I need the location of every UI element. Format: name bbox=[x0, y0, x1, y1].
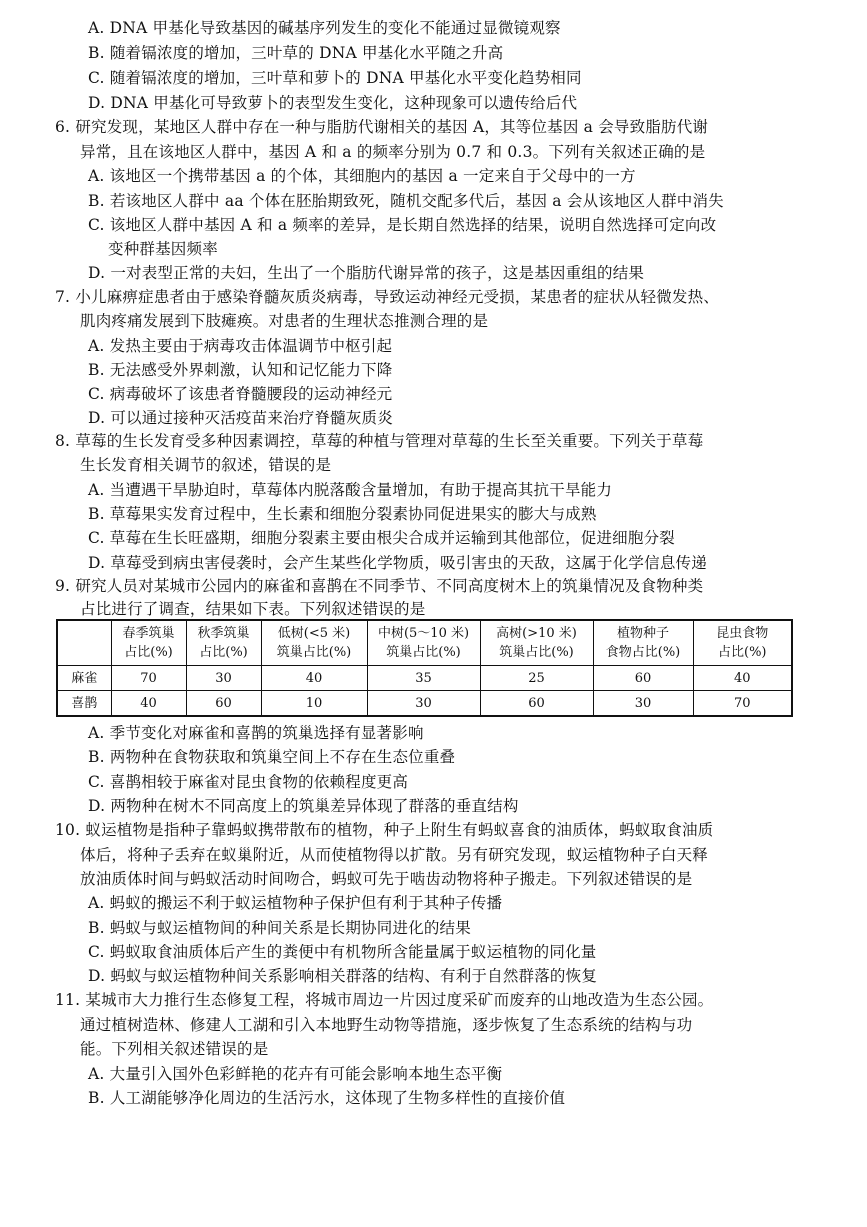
q11-stem-line-2: 通过植树造林、修建人工湖和引入本地野生动物等措施，逐步恢复了生态系统的结构与功 bbox=[80, 1016, 693, 1034]
q9-option-c: C. 喜鹊相较于麻雀对昆虫食物的依赖程度更高 bbox=[88, 773, 409, 791]
q7-option-b: B. 无法感受外界刺激，认知和记忆能力下降 bbox=[88, 361, 393, 379]
q8-stem-line-2: 生长发育相关调节的叙述，错误的是 bbox=[80, 456, 332, 474]
q9-stem-line-2: 占比进行了调查，结果如下表。下列叙述错误的是 bbox=[80, 600, 426, 618]
q10-option-d: D. 蚂蚁与蚁运植物种间关系影响相关群落的结构、有利于自然群落的恢复 bbox=[88, 967, 598, 985]
q9-option-a: A. 季节变化对麻雀和喜鹊的筑巢选择有显著影响 bbox=[88, 724, 424, 742]
q10-option-a: A. 蚂蚁的搬运不利于蚁运植物种子保护但有利于其种子传播 bbox=[88, 894, 503, 912]
table-cell: 40 bbox=[693, 666, 792, 691]
q6-option-b: B. 若该地区人群中 aa 个体在胚胎期致死，随机交配多代后，基因 a 会从该地区人群中消失 bbox=[88, 192, 724, 210]
table-header-insect-food: 昆虫食物 占比(%) bbox=[693, 620, 792, 666]
q8-option-d: D. 草莓受到病虫害侵袭时，会产生某些化学物质，吸引害虫的天敌，这属于化学信息传递 bbox=[88, 554, 707, 572]
table-header-corner bbox=[57, 620, 111, 666]
q8-option-a: A. 当遭遇干旱胁迫时，草莓体内脱落酸含量增加，有助于提高其抗干旱能力 bbox=[88, 481, 613, 499]
table-cell: 60 bbox=[480, 691, 593, 717]
q6-stem-line-1: 6. 研究发现，某地区人群中存在一种与脂肪代谢相关的基因 A，其等位基因 a 会导致脂肪代谢 bbox=[55, 118, 709, 136]
table-cell: 40 bbox=[261, 666, 367, 691]
q9-option-b: B. 两物种在食物获取和筑巢空间上不存在生态位重叠 bbox=[88, 748, 456, 766]
q5-option-c: C. 随着镉浓度的增加，三叶草和萝卜的 DNA 甲基化水平变化趋势相同 bbox=[88, 69, 582, 87]
q9-survey-table bbox=[56, 619, 793, 717]
table-header-low-tree: 低树(<5 米) 筑巢占比(%) bbox=[261, 620, 367, 666]
q11-option-b: B. 人工湖能够净化周边的生活污水，这体现了生物多样性的直接价值 bbox=[88, 1089, 566, 1107]
q8-option-b: B. 草莓果实发育过程中，生长素和细胞分裂素协同促进果实的膨大与成熟 bbox=[88, 505, 597, 523]
table-row-label: 麻雀 bbox=[57, 666, 111, 691]
table-row bbox=[57, 666, 792, 691]
table-cell: 70 bbox=[693, 691, 792, 717]
q7-stem-line-2: 肌肉疼痛发展到下肢瘫痪。对患者的生理状态推测合理的是 bbox=[80, 312, 489, 330]
table-cell: 70 bbox=[111, 666, 186, 691]
table-header-high-tree: 高树(>10 米) 筑巢占比(%) bbox=[480, 620, 593, 666]
q8-stem-line-1: 8. 草莓的生长发育受多种因素调控，草莓的种植与管理对草莓的生长至关重要。下列关于草莓 bbox=[55, 432, 704, 450]
q11-option-a: A. 大量引入国外色彩鲜艳的花卉有可能会影响本地生态平衡 bbox=[88, 1065, 503, 1083]
q10-stem-line-3: 放油质体时间与蚂蚁活动时间吻合，蚂蚁可先于啮齿动物将种子搬走。下列叙述错误的是 bbox=[80, 870, 693, 888]
q10-option-c: C. 蚂蚁取食油质体后产生的粪便中有机物所含能量属于蚁运植物的同化量 bbox=[88, 943, 597, 961]
q7-stem-line-1: 7. 小儿麻痹症患者由于感染脊髓灰质炎病毒，导致运动神经元受损，某患者的症状从轻微发热、 bbox=[55, 288, 720, 306]
table-cell: 60 bbox=[593, 666, 693, 691]
table-header-seed-food: 植物种子 食物占比(%) bbox=[593, 620, 693, 666]
q6-stem-line-2: 异常，且在该地区人群中，基因 A 和 a 的频率分别为 0.7 和 0.3。下列有关叙述正确的是 bbox=[80, 143, 706, 161]
q5-option-d: D. DNA 甲基化可导致萝卜的表型发生变化，这种现象可以遗传给后代 bbox=[88, 94, 578, 112]
q9-option-d: D. 两物种在树木不同高度上的筑巢差异体现了群落的垂直结构 bbox=[88, 797, 519, 815]
table-header-row bbox=[57, 620, 792, 666]
q11-stem-line-1: 11. 某城市大力推行生态修复工程，将城市周边一片因过度采矿而废弃的山地改造为生态公园。 bbox=[55, 991, 714, 1009]
table-cell: 25 bbox=[480, 666, 593, 691]
q10-stem-line-2: 体后，将种子丢弃在蚁巢附近，从而使植物得以扩散。另有研究发现，蚁运植物种子白天释 bbox=[80, 846, 709, 864]
table-header-spring: 春季筑巢 占比(%) bbox=[111, 620, 186, 666]
q6-option-a: A. 该地区一个携带基因 a 的个体，其细胞内的基因 a 一定来自于父母中的一方 bbox=[88, 167, 636, 185]
q10-option-b: B. 蚂蚁与蚁运植物间的种间关系是长期协同进化的结果 bbox=[88, 919, 471, 937]
q7-option-a: A. 发热主要由于病毒攻击体温调节中枢引起 bbox=[88, 337, 393, 355]
table-cell: 10 bbox=[261, 691, 367, 717]
q6-option-c-cont: 变种群基因频率 bbox=[108, 240, 218, 258]
table-header-mid-tree: 中树(5～10 米) 筑巢占比(%) bbox=[367, 620, 480, 666]
table-cell: 60 bbox=[186, 691, 261, 717]
table-header-autumn: 秋季筑巢 占比(%) bbox=[186, 620, 261, 666]
q11-stem-line-3: 能。下列相关叙述错误的是 bbox=[80, 1040, 269, 1058]
q9-stem-line-1: 9. 研究人员对某城市公园内的麻雀和喜鹊在不同季节、不同高度树木上的筑巢情况及食物种类 bbox=[55, 577, 704, 595]
q7-option-d: D. 可以通过接种灭活疫苗来治疗脊髓灰质炎 bbox=[88, 409, 393, 427]
q10-stem-line-1: 10. 蚁运植物是指种子靠蚂蚁携带散布的植物，种子上附生有蚂蚁喜食的油质体，蚂蚁取食油质 bbox=[55, 821, 714, 839]
table-cell: 35 bbox=[367, 666, 480, 691]
table-cell: 40 bbox=[111, 691, 186, 717]
table-cell: 30 bbox=[593, 691, 693, 717]
q8-option-c: C. 草莓在生长旺盛期，细胞分裂素主要由根尖合成并运输到其他部位，促进细胞分裂 bbox=[88, 529, 675, 547]
table-cell: 30 bbox=[186, 666, 261, 691]
q5-option-b: B. 随着镉浓度的增加，三叶草的 DNA 甲基化水平随之升高 bbox=[88, 44, 504, 62]
table-row-label: 喜鹊 bbox=[57, 691, 111, 717]
q5-option-a: A. DNA 甲基化导致基因的碱基序列发生的变化不能通过显微镜观察 bbox=[88, 19, 561, 37]
q6-option-d: D. 一对表型正常的夫妇，生出了一个脂肪代谢异常的孩子，这是基因重组的结果 bbox=[88, 264, 645, 282]
q6-option-c: C. 该地区人群中基因 A 和 a 频率的差异，是长期自然选择的结果，说明自然选择可定向改 bbox=[88, 216, 717, 234]
q7-option-c: C. 病毒破坏了该患者脊髓腰段的运动神经元 bbox=[88, 385, 393, 403]
table-cell: 30 bbox=[367, 691, 480, 717]
table-row bbox=[57, 691, 792, 717]
